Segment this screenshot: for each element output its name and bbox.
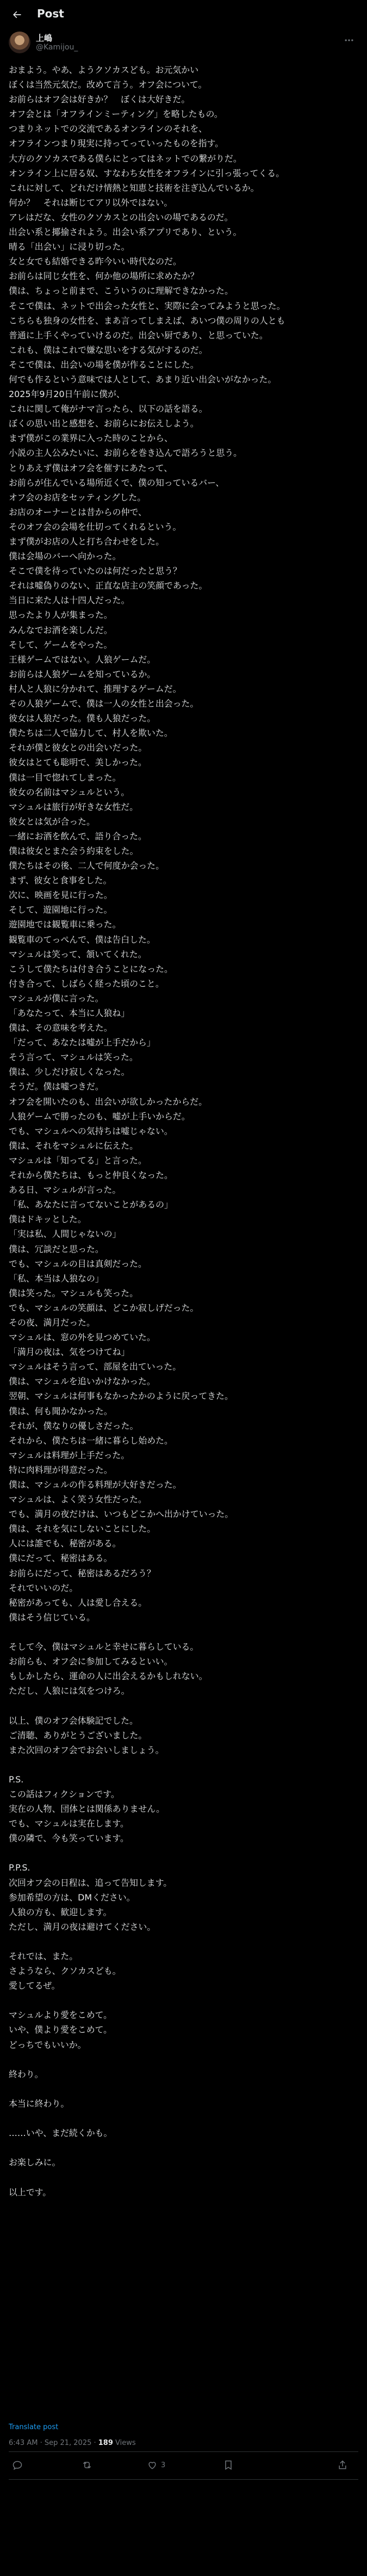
reply-icon xyxy=(12,2460,23,2470)
page-bottom xyxy=(0,2484,367,2576)
bookmark-icon xyxy=(223,2460,234,2470)
post-meta xyxy=(9,2439,136,2447)
bookmark-button[interactable] xyxy=(223,2459,234,2472)
post-author xyxy=(9,32,357,58)
meta-separator: · xyxy=(94,2439,98,2447)
action-bar xyxy=(0,2452,367,2479)
reply-button[interactable] xyxy=(12,2459,23,2472)
views-label: Views xyxy=(115,2439,136,2447)
translate-link[interactable]: Translate post xyxy=(9,2423,59,2431)
avatar[interactable] xyxy=(9,32,30,53)
author-handle[interactable]: @Kamijou_ xyxy=(36,43,78,52)
like-count: 3 xyxy=(161,2461,166,2469)
repost-button[interactable] xyxy=(82,2459,92,2472)
like-button[interactable] xyxy=(147,2459,165,2472)
post-body: おまよう。やあ、ようクソカスども。お元気かい ぼくは当然元気だ。改めて言う。オフ会について。 お前らはオフ会は好きか？ ぼくは大好きだ。 オフ会とは「オフラインミーティング」を略したもの。 つまりネットでの交流であるオンラインのそれを、 オフラインつまり現実に持ってっていったものを指す。 大方のクソカスである僕らにとってはネットでの繋がりだ。 オンライン上に居る奴、すなわち女性をオフラインに引っ張ってくる。 これに対して、どれだけ情熱と知恵と技術を注ぎ込んでいるか。 何か？ それは断じてアリ以外ではない。 アレはだな、女性のクソカスとの出会いの場であるのだ。 出会い系と揶揄されよう。出会い系アプリであり、という。 晴る「出会い」に浸り切った。 女と女でも結婚できる昨今いい時代なのだ。 お前らは同じ女性を、何か他の場所に求めたか？ 僕は、ちょっと前まで、こういうのに理解できなかった。 そこで僕は、ネットで出会った女性と、実際に会ってみようと思った。 こちらも独身の女性を、まあ言ってしまえば、あいつ僕の周りの人とも 普通に上手くやっていけるのだ。出会い厨であり、と思っていた。 これも、僕はこれで嫌な思いをする気がするのだ。 そこで僕は、出会いの場を僕が作ることにした。 何でも作るという意味では人として、あまり近い出会いがなかった。 2025年9月20日午前に僕が、 これに関して俺がナマ言ったら、以下の話を語る。 ぼくの思い出と感想を、お前らにお伝えしよう。 まず僕がこの業界に入った時のことから、 小説の主人公みたいに、お前らを巻き込んで語ろうと思う。 とりあえず僕はオフ会を催すにあたって、 お前らが住んでいる場所近くで、僕の知っているバー、 オフ会のお店をセッティングした。 お店のオーナーとは昔からの仲で、 そのオフ会の会場を仕切ってくれるという。 まず僕がお店の人と打ち合わせをした。 僕は会場のバーへ向かった。 そこで僕を待っていたのは何だったと思う？ それは嘘偽りのない、正直な店主の笑顔であった。 当日に来た人は十四人だった。 思ったより人が集まった。 みんなでお酒を楽しんだ。 そして、ゲームをやった。 王様ゲームではない。人狼ゲームだ。 お前らは人狼ゲームを知っているか。 村人と人狼に分かれて、推理するゲームだ。 その人狼ゲームで、僕は一人の女性と出会った。 彼女は人狼だった。僕も人狼だった。 僕たちは二人で協力して、村人を欺いた。 それが僕と彼女との出会いだった。 彼女はとても聡明で、美しかった。 僕は一目で惚れてしまった。 彼女の名前はマシュルという。 マシュルは旅行が好きな女性だ。 彼女とは気が合った。 一緒にお酒を飲んで、語り合った。 僕は彼女とまた会う約束をした。 僕たちはその後、二人で何度か会った。 まず、彼女と食事をした。 次に、映画を見に行った。 そして、遊園地に行った。 遊園地では観覧車に乗った。 観覧車のてっぺんで、僕は告白した。 マシュルは笑って、頷いてくれた。 こうして僕たちは付き合うことになった。 付き合って、しばらく経った頃のこと。 マシュルが僕に言った。 「あなたって、本当に人狼ね」 僕は、その意味を考えた。 「だって、あなたは嘘が上手だから」 そう言って、マシュルは笑った。 僕は、少しだけ寂しくなった。 そうだ。僕は嘘つきだ。 オフ会を開いたのも、出会いが欲しかったからだ。 人狼ゲームで勝ったのも、嘘が上手いからだ。 でも、マシュルへの気持ちは嘘じゃない。 僕は、それをマシュルに伝えた。 マシュルは「知ってる」と言った。 それから僕たちは、もっと仲良くなった。 ある日、マシュルが言った。 「私、あなたに言ってないことがあるの」 僕はドキッとした。 「実は私、人間じゃないの」 僕は、冗談だと思った。 でも、マシュルの目は真剣だった。 「私、本当は人狼なの」 僕は笑った。マシュルも笑った。 でも、マシュルの笑顔は、どこか寂しげだった。 その夜、満月だった。 マシュルは、窓の外を見つめていた。 「満月の夜は、気をつけてね」 マシュルはそう言って、部屋を出ていった。 僕は、マシュルを追いかけなかった。 翌朝、マシュルは何事もなかったかのように戻ってきた。 僕は、何も聞かなかった。 それが、僕なりの優しさだった。 それから、僕たちは一緒に暮らし始めた。 マシュルは料理が上手だった。 特に肉料理が得意だった。 僕は、マシュルの作る料理が大好きだった。 マシュルは、よく笑う女性だった。 でも、満月の夜だけは、いつもどこかへ出かけていった。 僕は、それを気にしないことにした。 人には誰でも、秘密がある。 僕にだって、秘密はある。 お前らにだって、秘密はあるだろう？ それでいいのだ。 秘密があっても、人は愛し合える。 僕はそう信じている。 そして今、僕はマシュルと幸せに暮らしている。 お前らも、オフ会に参加してみるといい。 もしかしたら、運命の人に出会えるかもしれない。 ただし、人狼には気をつけろ。 以上、僕のオフ会体験記でした。 ご清聴、ありがとうございました。 また次回のオフ会でお会いしましょう。 P.S. この話はフィクションです。 実在の人物、団体とは関係ありません。 でも、マシュルは実在します。 僕の隣で、今も笑っています。 P.P.S. 次回オフ会の日程は、追って告知します。 参加希望の方は、DMください。 人狼の方も、歓迎します。 ただし、満月の夜は避けてください。 それでは、また。 さようなら、クソカスども。 愛してるぜ。 マシュルより愛をこめて。 いや、僕より愛をこめて。 どっちでもいいか。 終わり。 本当に終わり。 ……いや、まだ続くかも。 お楽しみに。 以上です。 xyxy=(9,65,285,2197)
top-bar xyxy=(0,0,367,29)
more-icon[interactable] xyxy=(344,35,356,46)
page-title: Post xyxy=(37,7,64,20)
views-count: 189 xyxy=(98,2439,113,2447)
post-timestamp[interactable]: 6:43 AM · Sep 21, 2025 xyxy=(9,2439,92,2447)
divider xyxy=(9,2479,358,2480)
back-arrow-icon[interactable] xyxy=(8,5,26,24)
repost-icon xyxy=(82,2460,92,2470)
share-button[interactable] xyxy=(337,2459,348,2472)
like-icon xyxy=(147,2460,158,2470)
share-icon xyxy=(337,2460,348,2470)
author-name[interactable]: 上嶋 xyxy=(36,33,53,43)
